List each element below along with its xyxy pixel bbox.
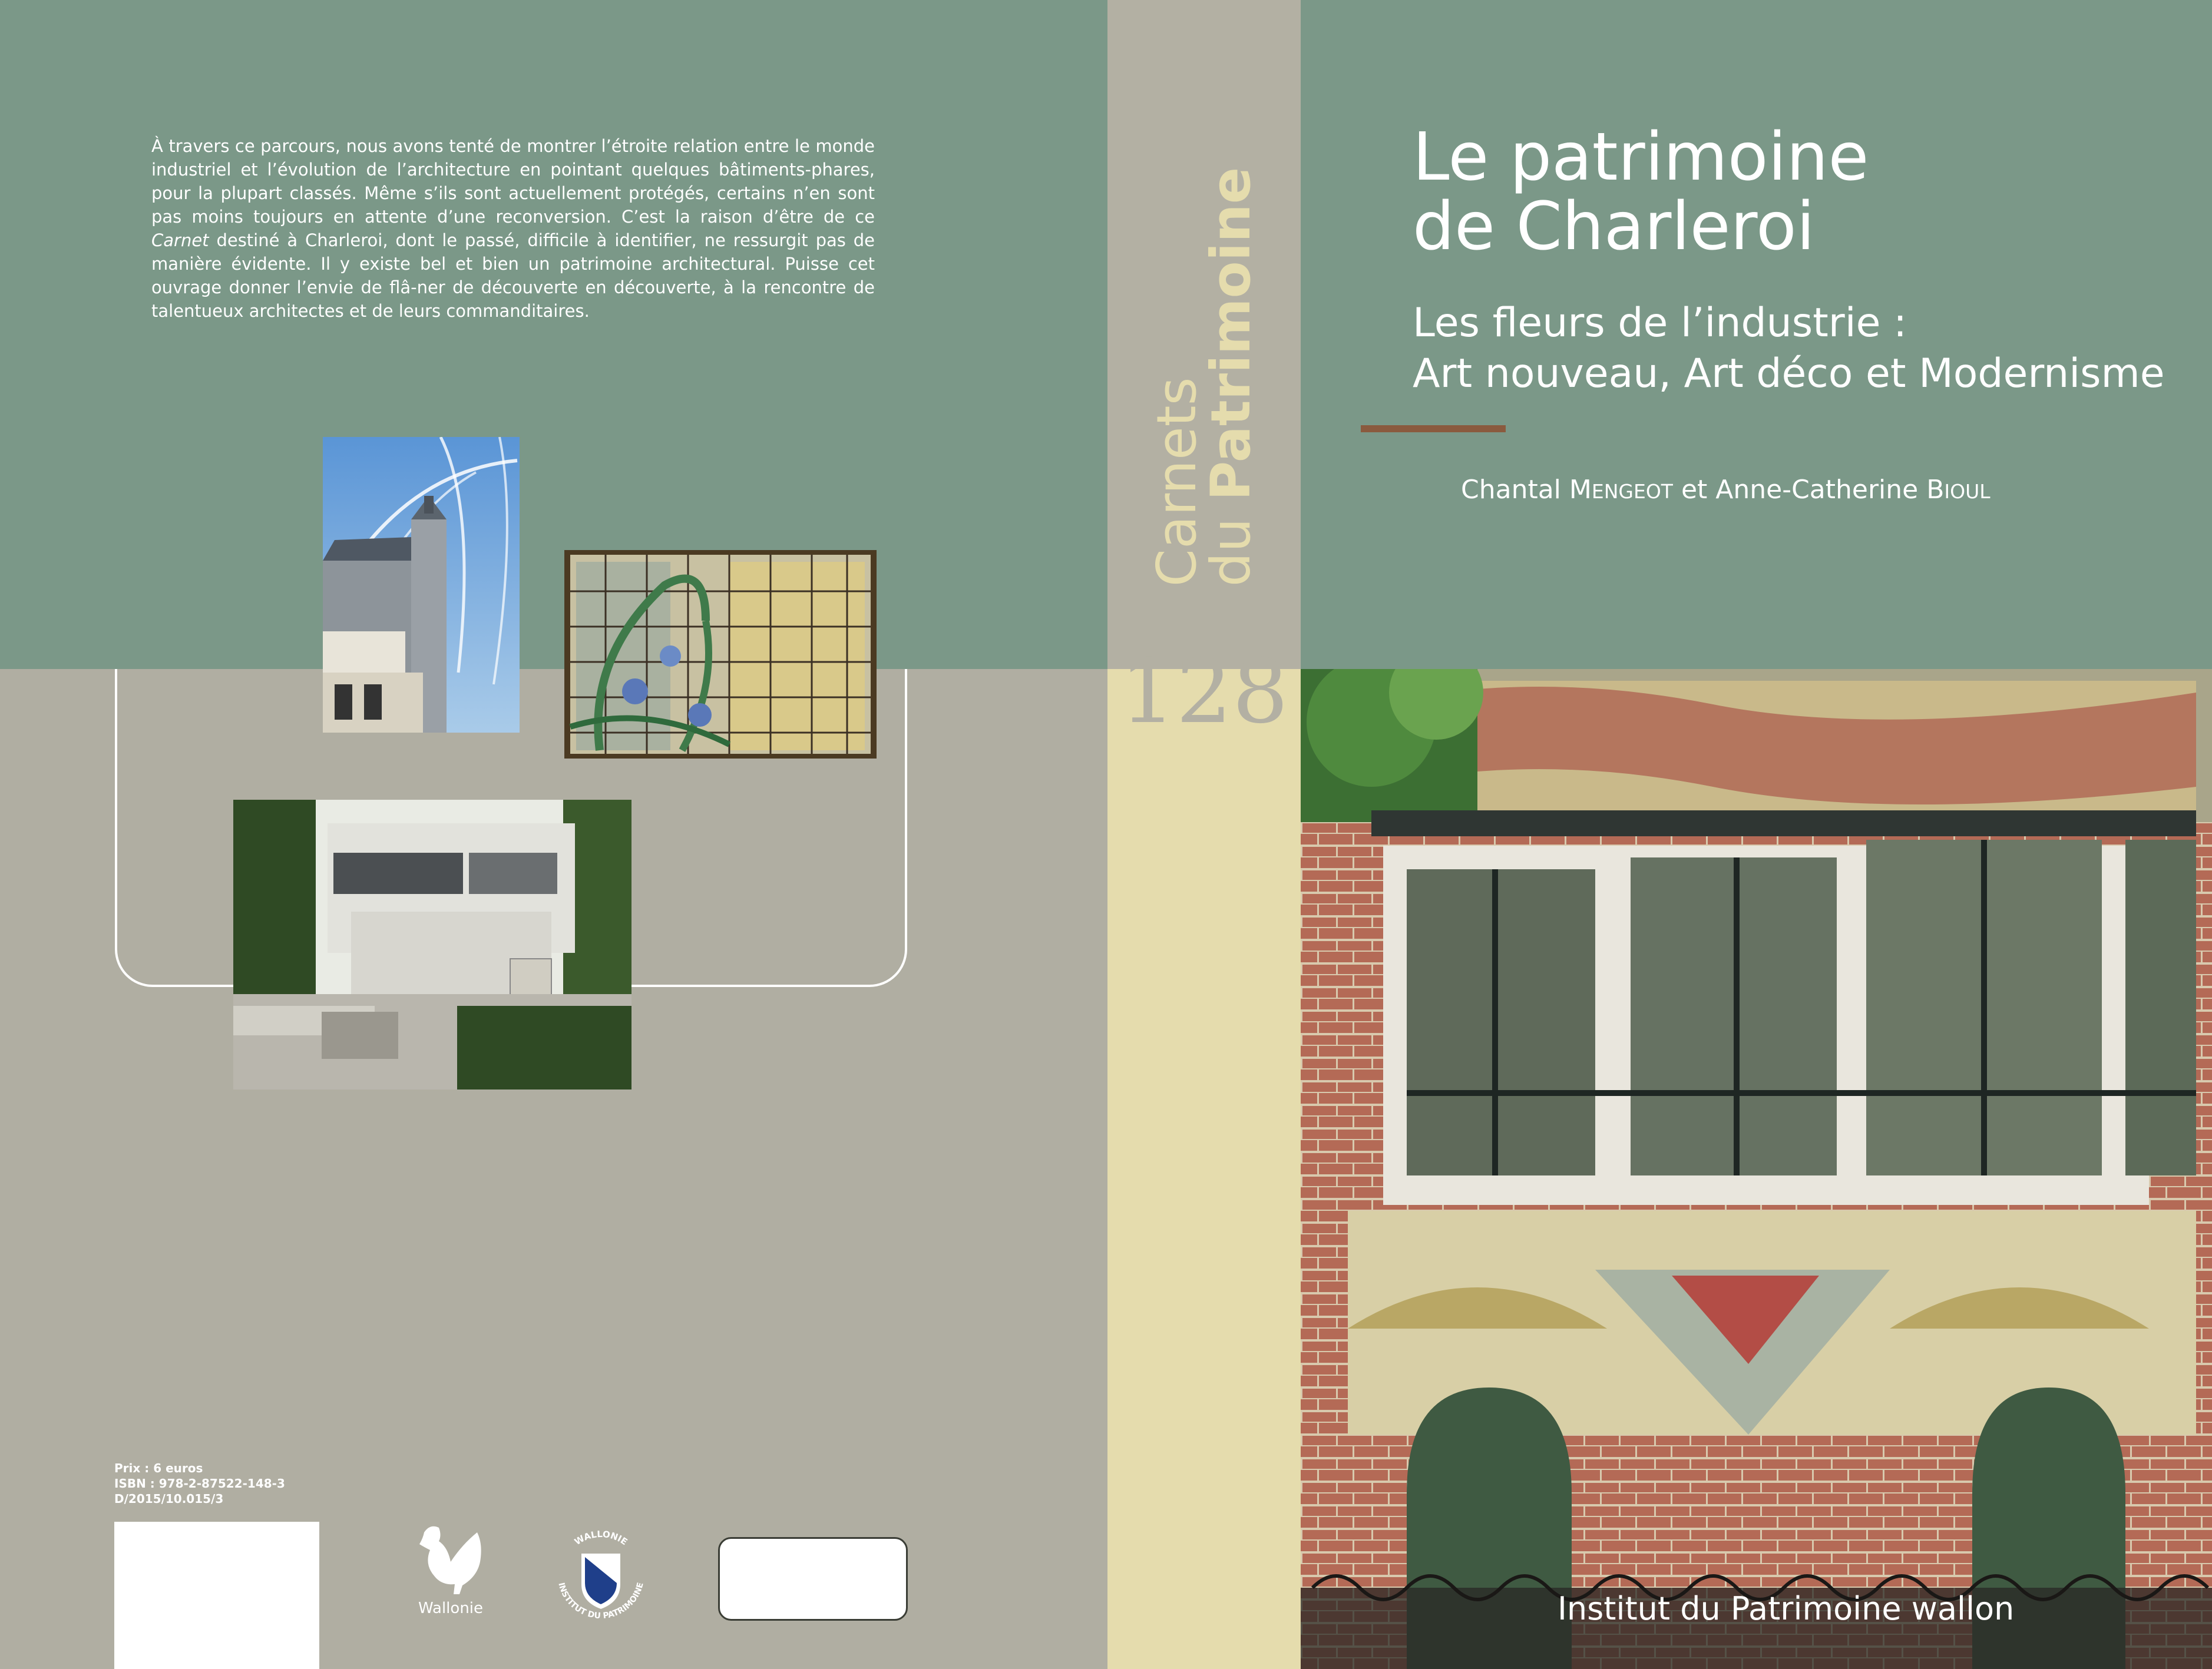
isbn-text: ISBN : 978-2-87522-148-3: [114, 1476, 285, 1491]
photo-fountain-town-hall: [323, 437, 520, 733]
series-patrimoine-text: Patrimoine: [1199, 167, 1262, 501]
spine-series-title: [1107, 0, 1301, 669]
price-isbn-block: [114, 1461, 285, 1506]
publisher-name: Institut du Patrimoine wallon: [1558, 1590, 2015, 1627]
book-subtitle: [1413, 298, 2165, 399]
title-line-1: Le patrimoine: [1413, 119, 1869, 196]
title-divider-rule: [1361, 425, 1506, 432]
photo-stained-glass: [564, 550, 877, 759]
author1-last-initial: M: [1569, 475, 1592, 505]
spine-volume-number: 128: [1119, 641, 1289, 743]
series-line-carnets: Carnets: [1145, 377, 1208, 587]
author2-last-rest: IOUL: [1944, 480, 1991, 503]
institut-patrimoine-logo: [545, 1519, 657, 1631]
ipw-logo-top-text: WALLONIE: [572, 1528, 630, 1548]
back-cover-green-panel: [0, 0, 1107, 669]
authors-conjunction: et: [1672, 475, 1716, 505]
author2-last-initial: B: [1926, 475, 1945, 505]
series-line-du-patrimoine: [1199, 167, 1262, 587]
blank-label-box: [718, 1537, 908, 1621]
book-title: [1413, 119, 1869, 265]
barcode-area: [114, 1522, 319, 1669]
book-authors: [1461, 475, 1991, 505]
author1-last-rest: ENGEOT: [1591, 480, 1673, 503]
blurb-emphasis: Carnet: [151, 230, 209, 250]
back-cover-blurb: [151, 134, 875, 323]
subtitle-line-1: Les fleurs de l’industrie :: [1413, 300, 1907, 346]
wallonie-rooster-logo: [406, 1521, 495, 1627]
blurb-text-part1: À travers ce parcours, nous avons tenté de montrer l’étroite relation entre le monde industriel et l’évolution de l’architecture en pointant quelques bâtiments-phares, pour la plupart classés. Même s’ils sont actuellement protégés, certains n’en sont pas moins toujours en attente d’une reconversion. C’est la raison d’être de ce: [151, 136, 875, 227]
front-cover-facade-photo: [1301, 669, 2212, 1669]
series-du-text: du: [1199, 501, 1262, 587]
legal-deposit-text: D/2015/10.015/3: [114, 1492, 224, 1506]
svg-text:WALLONIE: [573, 1529, 629, 1547]
subtitle-line-2: Art nouveau, Art déco et Modernisme: [1413, 350, 2165, 397]
blurb-text-part2: destiné à Charleroi, dont le passé, difficile à identifier, ne ressurgit pas de manière évidente. Il y existe bel et bien un patrimoine architectural. Puisse cet ouvrage donner l’envie de flâ-ner de découverte en découverte, à la rencontre de talentueux architectes et de leurs commanditaires.: [151, 230, 875, 321]
title-line-2: de Charleroi: [1413, 188, 1815, 265]
photo-modernist-house: [233, 800, 631, 1090]
rooster-icon: [406, 1521, 495, 1597]
author2-first-name: Anne-Catherine: [1715, 475, 1927, 505]
price-text: Prix : 6 euros: [114, 1461, 203, 1475]
ipw-logo-bottom-text: INSTITUT DU PATRIMOINE: [556, 1581, 646, 1621]
author1-first-name: Chantal: [1461, 475, 1569, 505]
spine-cream-panel: [1107, 669, 1301, 1669]
wallonie-logo-text: Wallonie: [418, 1600, 484, 1617]
